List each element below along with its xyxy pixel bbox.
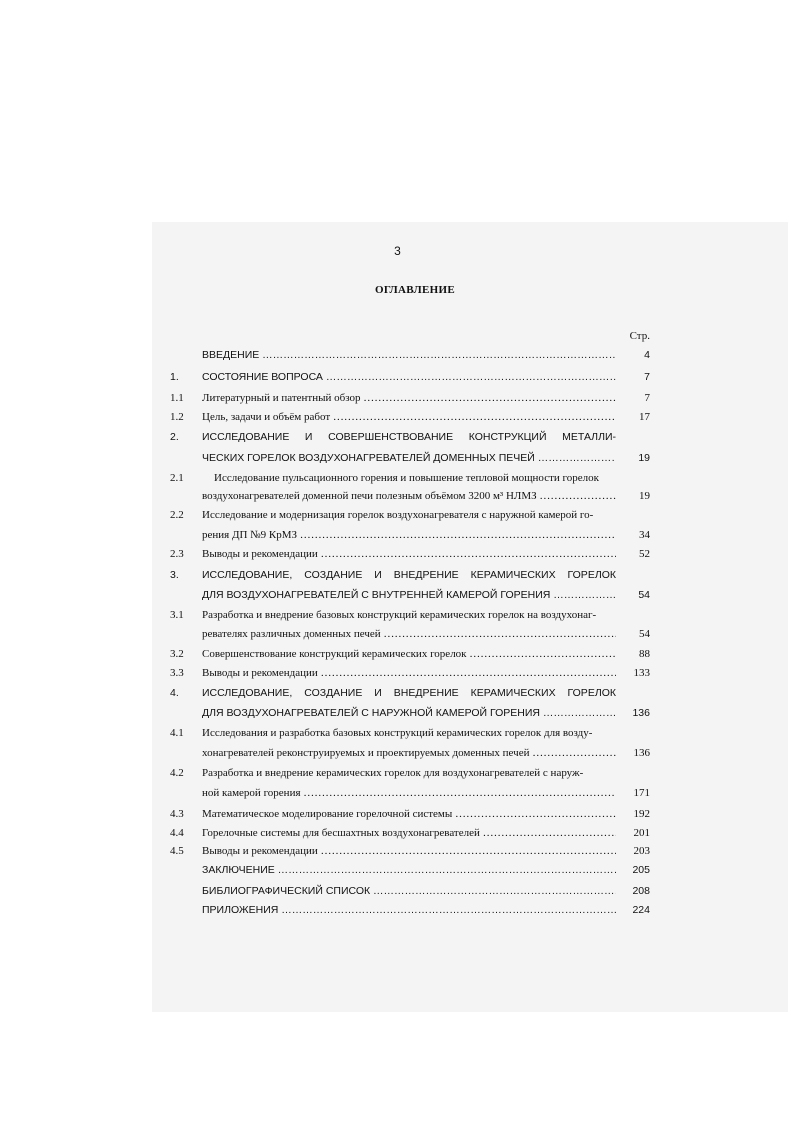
toc-section-number: 4.3 bbox=[170, 808, 184, 820]
toc-line bbox=[170, 882, 650, 900]
toc-line bbox=[170, 606, 650, 624]
toc-page-number: 224 bbox=[632, 904, 650, 916]
toc-entry-text: хонагревателей реконструируемых и проектируемых доменных печей ……………………………………………………………………………………………………………………………………………………………………………… bbox=[202, 744, 616, 762]
toc-line bbox=[170, 684, 650, 702]
toc-title: ОГЛАВЛЕНИЕ bbox=[375, 284, 455, 296]
toc-entry-text: ДЛЯ ВОЗДУХОНАГРЕВАТЕЛЕЙ С ВНУТРЕННЕЙ КАМЕРОЙ ГОРЕНИЯ ……………………………………………………………………………………………………………………………………………………………………………… bbox=[202, 586, 616, 604]
toc-entry-text: ЧЕСКИХ ГОРЕЛОК ВОЗДУХОНАГРЕВАТЕЛЕЙ ДОМЕННЫХ ПЕЧЕЙ ……………………………………………………………………………………………………………………………………………………………………………… bbox=[202, 449, 616, 467]
toc-page-number: 17 bbox=[639, 411, 650, 423]
toc-line bbox=[170, 526, 650, 544]
toc-line bbox=[170, 704, 650, 722]
toc-line bbox=[170, 566, 650, 584]
toc-page-number: 201 bbox=[633, 827, 650, 839]
toc-page-number: 34 bbox=[639, 529, 650, 541]
toc-page-number: 7 bbox=[644, 371, 650, 383]
toc-section-number: 1.1 bbox=[170, 392, 184, 404]
toc-entry-text: ИССЛЕДОВАНИЕ, СОЗДАНИЕ И ВНЕДРЕНИЕ КЕРАМИЧЕСКИХ ГОРЕЛОК bbox=[202, 569, 616, 581]
toc-page-number: 208 bbox=[632, 885, 650, 897]
toc-line bbox=[170, 861, 650, 879]
toc-section-number: 2.3 bbox=[170, 548, 184, 560]
toc-page-number: 4 bbox=[644, 349, 650, 361]
toc-line bbox=[170, 368, 650, 386]
toc-entry-text: ревателях различных доменных печей ……………………………………………………………………………………………………………………………………………………………………………… bbox=[202, 625, 616, 643]
toc-line bbox=[170, 744, 650, 762]
toc-line bbox=[170, 389, 650, 407]
toc-section-number: 3. bbox=[170, 569, 179, 581]
toc-section-number: 3.1 bbox=[170, 609, 184, 621]
toc-entry-text: ВВЕДЕНИЕ ……………………………………………………………………………………………………………………………………………………………………………… bbox=[202, 346, 616, 364]
toc-page-number: 205 bbox=[632, 864, 650, 876]
toc-page-number: 203 bbox=[633, 845, 650, 857]
toc-section-number: 4.1 bbox=[170, 727, 184, 739]
toc-line bbox=[170, 805, 650, 823]
toc-page-number: 52 bbox=[639, 548, 650, 560]
toc-entry-text: ПРИЛОЖЕНИЯ ……………………………………………………………………………………………………………………………………………………………………………… bbox=[202, 901, 616, 919]
toc-entry-text: Математическое моделирование горелочной системы ……………………………………………………………………………………………………………………………………………………………………………… bbox=[202, 805, 616, 823]
toc-section-number: 1. bbox=[170, 371, 179, 383]
toc-page-number: 171 bbox=[633, 787, 650, 799]
toc-line bbox=[170, 764, 650, 782]
toc-page-number: 54 bbox=[638, 589, 650, 601]
toc-page-number: 19 bbox=[638, 452, 650, 464]
toc-page-number: 133 bbox=[633, 667, 650, 679]
toc-line bbox=[170, 901, 650, 919]
page-number: 3 bbox=[394, 244, 401, 258]
toc-section-number: 4.4 bbox=[170, 827, 184, 839]
toc-entry-text: Разработка и внедрение керамических горелок для воздухонагревателей с наруж- bbox=[202, 767, 584, 779]
toc-entry-text: ДЛЯ ВОЗДУХОНАГРЕВАТЕЛЕЙ С НАРУЖНОЙ КАМЕРОЙ ГОРЕНИЯ ……………………………………………………………………………………………………………………………………………………………………………… bbox=[202, 704, 616, 722]
toc-entry-text: воздухонагревателей доменной печи полезным объёмом 3200 м³ НЛМЗ ……………………………………………………………………………………………………………………………………………………………………………… bbox=[202, 487, 616, 505]
toc-line bbox=[170, 784, 650, 802]
toc-entry-text: Исследование пульсационного горения и повышение тепловой мощности горелок bbox=[214, 472, 599, 484]
toc-line bbox=[170, 724, 650, 742]
toc-section-number: 4.5 bbox=[170, 845, 184, 857]
toc-entry-text: Совершенствование конструкций керамических горелок ……………………………………………………………………………………………………………………………………………………………………………… bbox=[202, 645, 616, 663]
toc-section-number: 4.2 bbox=[170, 767, 184, 779]
toc-page-number: 19 bbox=[639, 490, 650, 502]
toc-entry-text: Выводы и рекомендации ……………………………………………………………………………………………………………………………………………………………………………… bbox=[202, 842, 616, 860]
toc-entry-text: ИССЛЕДОВАНИЕ, СОЗДАНИЕ И ВНЕДРЕНИЕ КЕРАМИЧЕСКИХ ГОРЕЛОК bbox=[202, 687, 616, 699]
toc-section-number: 1.2 bbox=[170, 411, 184, 423]
toc-line bbox=[170, 428, 650, 446]
toc-section-number: 4. bbox=[170, 687, 179, 699]
toc-line bbox=[170, 586, 650, 604]
toc-entry-text: рения ДП №9 КрМЗ ……………………………………………………………………………………………………………………………………………………………………………… bbox=[202, 526, 616, 544]
toc-line bbox=[170, 449, 650, 467]
toc-line bbox=[170, 645, 650, 663]
toc-line bbox=[170, 545, 650, 563]
toc-section-number: 3.2 bbox=[170, 648, 184, 660]
toc-entry-text: БИБЛИОГРАФИЧЕСКИЙ СПИСОК ……………………………………………………………………………………………………………………………………………………………………………… bbox=[202, 882, 616, 900]
toc-section-number: 3.3 bbox=[170, 667, 184, 679]
toc-line bbox=[170, 469, 650, 487]
toc-entry-text: Исследование и модернизация горелок воздухонагревателя с наружной камерой го- bbox=[202, 509, 594, 521]
toc-entry-text: Выводы и рекомендации ……………………………………………………………………………………………………………………………………………………………………………… bbox=[202, 664, 616, 682]
toc-entry-text: Цель, задачи и объём работ ……………………………………………………………………………………………………………………………………………………………………………… bbox=[202, 408, 616, 426]
toc-entry-text: Литературный и патентный обзор ……………………………………………………………………………………………………………………………………………………………………………… bbox=[202, 389, 616, 407]
toc-line bbox=[170, 346, 650, 364]
toc-line bbox=[170, 664, 650, 682]
toc-entry-text: СОСТОЯНИЕ ВОПРОСА ……………………………………………………………………………………………………………………………………………………………………………… bbox=[202, 368, 616, 386]
toc-entry-text: Разработка и внедрение базовых конструкций керамических горелок на воздухонаг- bbox=[202, 609, 597, 621]
page-column-label: Стр. bbox=[629, 330, 650, 342]
toc-page-number: 192 bbox=[633, 808, 650, 820]
toc-entry-text: ЗАКЛЮЧЕНИЕ ……………………………………………………………………………………………………………………………………………………………………………… bbox=[202, 861, 616, 879]
toc-section-number: 2.2 bbox=[170, 509, 184, 521]
toc-section-number: 2. bbox=[170, 431, 179, 443]
toc-line bbox=[170, 487, 650, 505]
toc-page-number: 88 bbox=[639, 648, 650, 660]
toc-section-number: 2.1 bbox=[170, 472, 184, 484]
toc-line bbox=[170, 408, 650, 426]
toc-page-number: 136 bbox=[632, 707, 650, 719]
toc-entry-text: ной камерой горения ……………………………………………………………………………………………………………………………………………………………………………… bbox=[202, 784, 616, 802]
toc-line bbox=[170, 842, 650, 860]
toc-page-number: 54 bbox=[639, 628, 650, 640]
toc-entry-text: Горелочные системы для бесшахтных воздухонагревателей ……………………………………………………………………………………………………………………………………………………………………………… bbox=[202, 824, 616, 842]
toc-entry-text: ИССЛЕДОВАНИЕ И СОВЕРШЕНСТВОВАНИЕ КОНСТРУКЦИЙ МЕТАЛЛИ- bbox=[202, 431, 616, 443]
toc-line bbox=[170, 824, 650, 842]
toc-page-number: 136 bbox=[633, 747, 650, 759]
toc-line bbox=[170, 625, 650, 643]
toc-entry-text: Исследования и разработка базовых конструкций керамических горелок для возду- bbox=[202, 727, 593, 739]
toc-entry-text: Выводы и рекомендации ……………………………………………………………………………………………………………………………………………………………………………… bbox=[202, 545, 616, 563]
toc-line bbox=[170, 506, 650, 524]
toc-page-number: 7 bbox=[644, 392, 650, 404]
